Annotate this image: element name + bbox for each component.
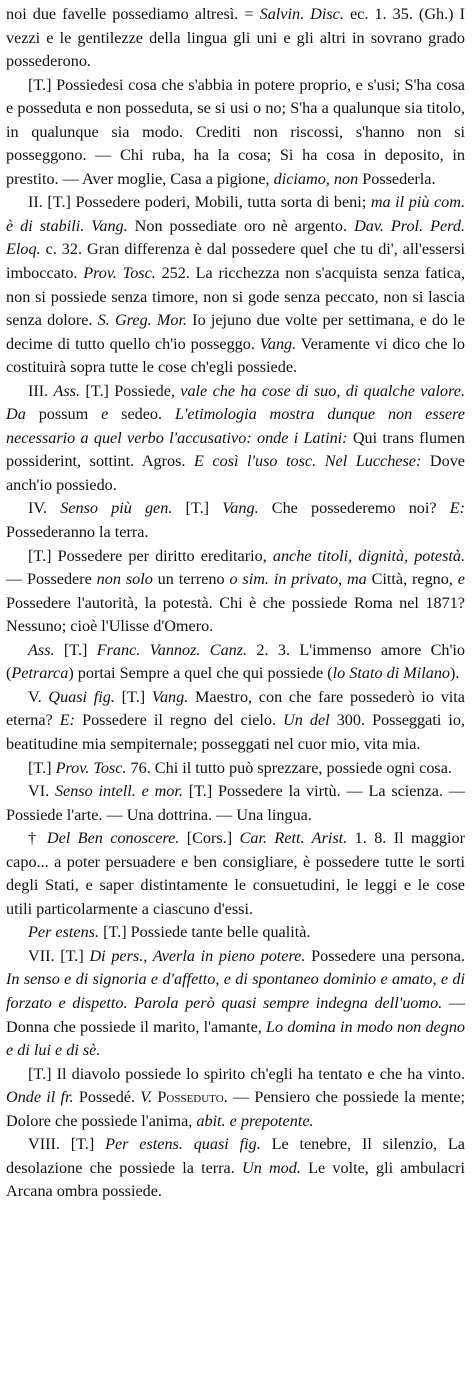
text-segment: . — Pensiero che possiede la mente; Dolore che possiede l'anima, <box>6 1088 466 1130</box>
italic-text-segment: lo Stato di Milano <box>332 664 451 683</box>
text-segment: ec. 1. 35. (Gh.) I vezzi e le gentilezze della lingua gli uni e gli altri in sovrano grado possederono. <box>6 5 465 71</box>
text-segment: Io jejuno due volte per settimana, e do le decime di tutto quello ch'io posseggo. <box>6 311 465 353</box>
text-segment: VII. [T.] <box>28 946 90 965</box>
italic-text-segment: Ass. <box>53 381 81 400</box>
italic-text-segment: E: <box>449 499 465 518</box>
text-segment: VIII. [T.] <box>28 1135 106 1154</box>
text-segment: Maestro, con che fare possederò io vita eterna? <box>6 687 465 730</box>
italic-text-segment: Prov. Tosc. <box>55 758 127 777</box>
text-segment: Dove anch'io possiedo. <box>6 452 465 494</box>
entry-paragraph <box>6 3 465 74</box>
text-segment: [T.] <box>114 687 152 706</box>
text-segment: [T.] <box>28 758 56 777</box>
smallcaps-text-segment: Posseduto <box>157 1088 224 1107</box>
entry-paragraph <box>6 1133 465 1204</box>
italic-text-segment: V. <box>140 1088 153 1107</box>
text-segment: 1. 8. Il maggior capo... a poter persuadere e ben consigliare, è possedere tutte le sorti degli Stati, e saper distintamente le consuetudini, le leggi e le cose utili particolarmente a ciascuno d'essi. <box>6 829 465 918</box>
text-segment: Le tenebre, Il silenzio, La desolazione che possiede la terra. <box>6 1135 465 1177</box>
entry-paragraph <box>6 757 465 781</box>
text-segment: noi due favelle possediamo altresì. = <box>6 5 260 23</box>
entry-paragraph <box>6 945 465 1063</box>
entry-paragraph <box>6 639 465 686</box>
italic-text-segment: Del Ben conoscere. <box>46 829 180 848</box>
italic-text-segment: Senso più gen. <box>60 499 173 518</box>
italic-text-segment: Senso intell. e mor. <box>54 782 183 801</box>
text-segment: [T.] Possiede, <box>80 381 181 400</box>
entry-paragraph <box>6 497 465 544</box>
entry-paragraph <box>6 191 465 379</box>
italic-text-segment: Vang. <box>151 687 189 706</box>
italic-text-segment: Ass. <box>28 640 55 659</box>
text-segment: 300. Posseggati io, beatitudine mia sempiternale; posseggati nel cuor mio, vita mia. <box>6 711 465 753</box>
italic-text-segment: S. Greg. Mor. <box>97 311 188 330</box>
italic-text-segment: e <box>457 570 465 589</box>
italic-text-segment: o sim. in privato, ma <box>229 570 367 589</box>
entry-paragraph <box>6 380 465 498</box>
text-segment: — Donna che possiede il marito, l'amante, <box>6 993 465 1036</box>
text-segment: ) portai Sempre a quel che qui possiede ( <box>68 664 333 683</box>
italic-text-segment: Car. Rett. Arist. <box>239 829 348 848</box>
entry-paragraph <box>6 780 465 827</box>
entry-paragraph <box>6 686 465 757</box>
text-segment: [T.] <box>54 640 97 659</box>
text-segment: 2. 3. L'immenso amore Ch'io ( <box>6 640 465 683</box>
text-segment: † <box>28 829 47 848</box>
text-segment: — Possedere <box>6 570 97 589</box>
text-segment: sedeo. <box>108 405 175 424</box>
text-segment: II. [T.] Possedere poderi, Mobili, tutta sorta di beni; <box>28 193 371 212</box>
italic-text-segment: anche titoli, dignità, potestà. <box>272 546 466 565</box>
text-segment: [T.] Possedere la virtù. — La scienza. — Possiede l'arte. — Una dottrina. — Una lingua. <box>6 782 465 824</box>
text-segment: possum <box>25 405 102 424</box>
italic-text-segment: abit. e prepotente. <box>196 1111 314 1130</box>
text-segment: IV. <box>28 499 61 518</box>
entry-paragraph <box>6 1063 465 1134</box>
italic-text-segment: Vang. <box>222 499 259 518</box>
text-segment: [Cors.] <box>179 829 240 848</box>
text-segment: 252. La ricchezza non s'acquista senza fatica, non si possiede senza timore, non si gode senza peccato, non si lascia senza dolore. <box>6 264 466 330</box>
italic-text-segment: Petrarca <box>11 664 69 683</box>
italic-text-segment: Franc. Vannoz. Canz. <box>96 640 248 659</box>
text-segment: un terreno <box>152 570 230 589</box>
italic-text-segment: e <box>101 405 109 424</box>
text-segment: V. <box>28 687 49 706</box>
text-segment: [T.] Il diavolo possiede lo spirito ch'egli ha tentato e che ha vinto. <box>28 1064 465 1083</box>
italic-text-segment: Un del <box>283 711 330 730</box>
italic-text-segment: E così l'uso tosc. Nel Lucchese: <box>193 452 422 471</box>
italic-text-segment: ma il più com. è di stabili. Vang. <box>6 193 466 235</box>
text-segment: Possedé. <box>73 1088 141 1107</box>
italic-text-segment: Un mod. <box>242 1158 301 1177</box>
italic-text-segment: Vang. <box>259 334 297 353</box>
italic-text-segment: Lo domina in modo non degno e di lui e di sè. <box>6 1017 465 1060</box>
italic-text-segment: Per estens. <box>28 923 100 942</box>
text-segment: III. <box>28 381 54 400</box>
entry-paragraph <box>6 921 465 945</box>
text-segment: Possedere una persona. <box>305 946 465 965</box>
italic-text-segment: Quasi fig. <box>48 687 115 706</box>
text-segment: VI. <box>28 782 55 801</box>
italic-text-segment: Dav. Prol. Perd. Eloq. <box>6 216 465 259</box>
text-segment: [T.] Possiedesi cosa che s'abbia in potere proprio, e s'usi; S'ha cosa e posseduta e non posseduta, se si usi o no; S'ha a qualunque sia titolo, in qualunque sia modo. Crediti non riscossi, s'hanno non si posseggono. — Chi ruba, ha la cosa; Si ha cosa in deposito, in prestito. — Aver moglie, Casa a pigione, <box>6 75 465 188</box>
italic-text-segment: Onde il fr. <box>6 1088 74 1107</box>
text-segment: Le volte, gli ambulacri Arcana ombra possiede. <box>6 1158 466 1201</box>
italic-text-segment: Di pers., Averla in pieno potere. <box>89 946 306 965</box>
text-segment: [T.] Possiede tante belle qualità. <box>99 923 311 942</box>
text-segment: Città, regno, <box>366 570 458 589</box>
text-segment: 76. Chi il tutto può sprezzare, possiede ogni cosa. <box>126 758 452 777</box>
italic-text-segment: Salvin. Disc. <box>259 5 344 23</box>
italic-text-segment: In senso e di signoria e d'affetto, e di spontaneo dominio e amato, e di forzato e dispetto. Parola però quasi sempre indegna dell'uomo. <box>6 970 465 1012</box>
entry-paragraph <box>6 827 465 921</box>
italic-text-segment: L'etimologia mostra dunque non essere necessario a quel verbo l'accusativo: onde i Latini: <box>6 405 465 447</box>
italic-text-segment: vale che ha cose di suo, di qualche valore. Da <box>6 381 465 424</box>
text-segment: [T.] <box>172 499 223 518</box>
entry-paragraph <box>6 545 465 639</box>
text-segment: Veramente vi dico che lo costituirà sopra tutte le cose ch'egli possiede. <box>6 334 465 377</box>
text-segment: Non possediate oro nè argento. <box>127 216 355 235</box>
dictionary-entry-body <box>6 3 465 1204</box>
text-segment: Possedere il regno del cielo. <box>75 711 284 730</box>
entry-paragraph <box>6 74 465 192</box>
italic-text-segment: diciamo, non <box>273 169 359 188</box>
italic-text-segment: E: <box>59 711 76 730</box>
text-segment: Possederla. <box>358 169 436 188</box>
text-segment: Possederanno la terra. <box>6 523 149 542</box>
text-segment: c. 32. Gran differenza è dal possedere quel che tu di', all'essersi imboccato. <box>6 240 465 283</box>
text-segment: [T.] Possedere per diritto ereditario, <box>28 546 273 565</box>
italic-text-segment: Per estens. quasi fig. <box>105 1135 261 1154</box>
text-segment: Che possederemo noi? <box>258 499 450 518</box>
italic-text-segment: non solo <box>96 570 153 589</box>
text-segment: Qui trans flumen possiderint, sottint. Agros. <box>6 428 465 471</box>
italic-text-segment: Prov. Tosc. <box>83 264 156 283</box>
text-segment: ). <box>450 664 460 683</box>
text-segment: Possedere l'autorità, la potestà. Chi è che possiede Roma nel 1871? Nessuno; cioè l'Ulisse d'Omero. <box>6 593 465 636</box>
